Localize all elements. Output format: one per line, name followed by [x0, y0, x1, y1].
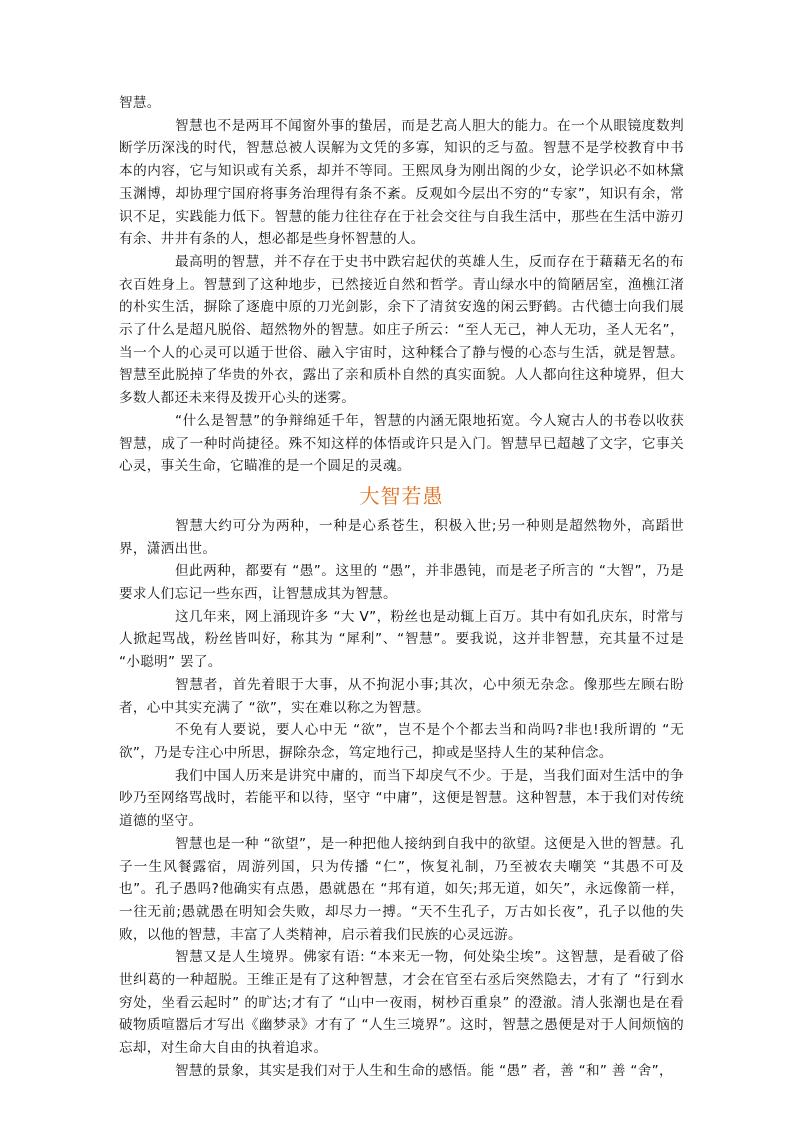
paragraph-continuation: 智慧。	[119, 95, 161, 111]
paragraph-zhongyong: 我们中国人历来是讲究中庸的，而当下却戾气不少。于是，当我们面对生活中的争吵乃至网络骂战时，若能平和以待，坚守 “中庸”，这便是智慧。这种智慧，本于我们对传统道德的坚守。	[119, 767, 684, 830]
paragraph-wise-person: 智慧者，首先着眼于大事，从不拘泥小事;其次，心中须无杂念。像那些左顾右盼者，心中其实充满了 “欲”，实在难以称之为智慧。	[119, 676, 684, 716]
section-title: 大智若愚	[359, 483, 444, 508]
paragraph-what-is-wisdom: “什么是智慧”的争辩绵延千年，智慧的内涵无限地拓宽。今人窥古人的书卷以收获智慧，成了一种时尚捷径。殊不知这样的体悟或许只是入门。智慧早已超越了文字，它事关心灵，事关生命，它瞄准的是一个圆足的灵魂。	[119, 412, 684, 475]
paragraph-wisdom-scene: 智慧的景象，其实是我们对于人生和生命的感悟。能 “愚” 者，善 “和” 善 “舍”，	[175, 1062, 673, 1079]
paragraph-big-v: 这几年来，网上涌现许多 “大 V”，粉丝也是动辄上百万。其中有如孔庆东，时常与人掀起骂战，粉丝皆叫好，称其为 “犀利”、“智慧”。要我说，这并非智慧，充其量不过是 “小聪明” 罢了。	[119, 608, 684, 671]
paragraph-no-desire: 不免有人要说，要人心中无 “欲”，岂不是个个都去当和尚吗?非也!我所谓的 “无欲”，乃是专注心中所思，摒除杂念，笃定地行己，抑或是坚持人生的某种信念。	[119, 722, 684, 761]
paragraph-confucius: 智慧也是一种 “欲望”，是一种把他人接纳到自我中的欲望。这便是入世的智慧。孔子一生风餐露宿，周游列国，只为传播 “仁”，恢复礼制，乃至被农夫嘲笑 “其愚不可及也”。孔子愚吗?他确实有点愚，愚就愚在 “邦有道，如矢;邦无道，如矢”，永远像箭一样，一往无前;愚就愚在明知会失败，却尽力一搏。“天不生孔子，万古如长夜”，孔子以他的失败，以他的智慧，丰富了人类精神，启示着我们民族的心灵远游。	[119, 835, 684, 943]
paragraph-foolishness: 但此两种，都要有 “愚”。这里的 “愚”，并非愚钝，而是老子所言的 “大智”，乃是要求人们忘记一些东西，让智慧成其为智慧。	[119, 563, 684, 603]
document-page	[119, 92, 684, 1083]
paragraph-wisdom-ability: 智慧也不是两耳不闻窗外事的蛰居，而是艺高人胆大的能力。在一个从眼镜度数判断学历深浅的时代，智慧总被人误解为文凭的多寡，知识的乏与盈。智慧不是学校教育中书本的内容，它与知识或有关系，却并不等同。王熙凤身为刚出阁的少女，论学识必不如林黛玉渊博，却协理宁国府将事务治理得有条不紊。反观如今层出不穷的“专家”，知识有余，常识不足，实践能力低下。智慧的能力往往存在于社会交往与自我生活中，那些在生活中游刃有余、井井有条的人，想必都是些身怀智慧的人。	[119, 117, 684, 248]
paragraph-two-kinds: 智慧大约可分为两种，一种是心系苍生，积极入世;另一种则是超然物外，高蹈世界，潇洒出世。	[119, 517, 684, 557]
paragraph-life-realm: 智慧又是人生境界。佛家有语: “本来无一物，何处染尘埃”。这智慧，是看破了俗世纠葛的一种超脱。王维正是有了这种智慧，才会在官至右丞后突然隐去，才有了 “行到水穷处，坐看云起时” 的旷达;才有了 “山中一夜雨，树杪百重泉” 的澄澈。清人张潮也是在看破物质喧嚣后才写出《幽梦录》才有了 “人生三境界”。这时，智慧之愚便是对于人间烦恼的忘却，对生命大自由的执着追求。	[119, 949, 684, 1057]
paragraph-highest-wisdom: 最高明的智慧，并不存在于史书中跌宕起伏的英雄人生，反而存在于藉藉无名的布衣百姓身上。智慧到了这种地步，已然接近自然和哲学。青山绿水中的简陋居室，渔樵江渚的朴实生活，摒除了逐鹿中原的刀光剑影，余下了清贫安逸的闲云野鹤。古代德士向我们展示了什么是超凡脱俗、超然物外的智慧。如庄子所云：“至人无己，神人无功，圣人无名”，当一个人的心灵可以遁于世俗、融入宇宙时，这种糅合了静与慢的心态与生活，就是智慧。智慧至此脱掉了华贵的外衣，露出了亲和质朴自然的真实面貌。人人都向往这种境界，但大多数人都还未来得及拨开心头的迷雾。	[119, 253, 684, 407]
